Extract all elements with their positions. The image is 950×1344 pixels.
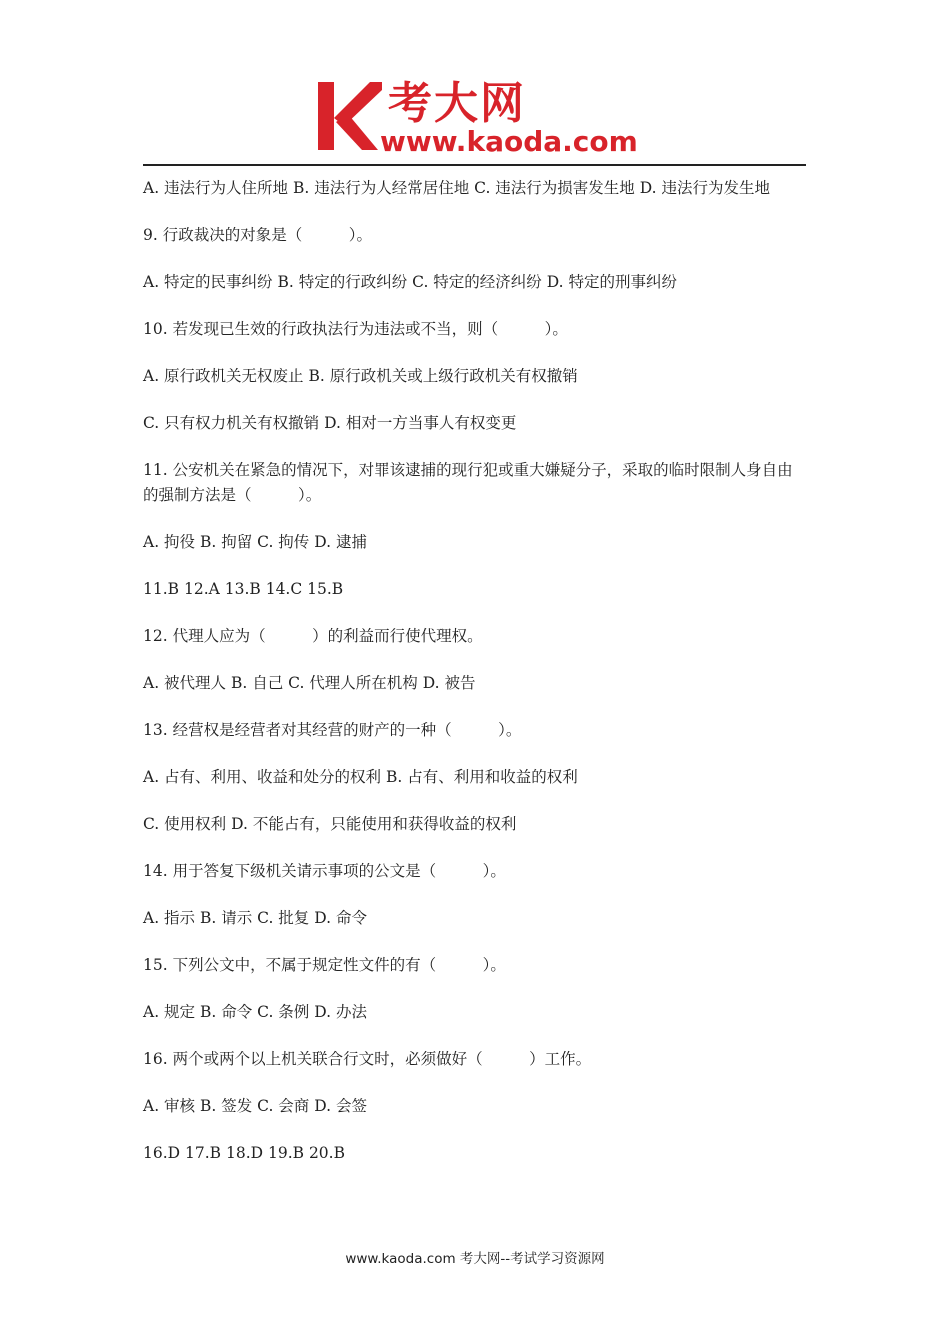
options-line: A. 占有、利用、收益和处分的权利 B. 占有、利用和收益的权利 <box>143 768 578 786</box>
options-line: A. 拘役 B. 拘留 C. 拘传 D. 逮捕 <box>143 533 367 551</box>
answer-key-line: 16.D 17.B 18.D 19.B 20.B <box>143 1144 345 1162</box>
options-line: A. 审核 B. 签发 C. 会商 D. 会签 <box>143 1097 367 1115</box>
page-footer: www.kaoda.com 考大网--考试学习资源网 <box>345 1251 605 1267</box>
options-line: A. 原行政机关无权废止 B. 原行政机关或上级行政机关有权撤销 <box>143 367 578 385</box>
options-line: A. 特定的民事纠纷 B. 特定的行政纠纷 C. 特定的经济纠纷 D. 特定的刑事纠纷 <box>143 273 677 291</box>
question-line: 16. 两个或两个以上机关联合行文时，必须做好（ ）工作。 <box>143 1050 592 1068</box>
options-line: C. 只有权力机关有权撤销 D. 相对一方当事人有权变更 <box>143 414 517 432</box>
question-line: 10. 若发现已生效的行政执法行为违法或不当，则（ ）。 <box>143 320 568 338</box>
options-line: A. 规定 B. 命令 C. 条例 D. 办法 <box>143 1003 367 1021</box>
question-line: 14. 用于答复下级机关请示事项的公文是（ ）。 <box>143 862 506 880</box>
question-line: 15. 下列公文中，不属于规定性文件的有（ ）。 <box>143 956 506 974</box>
logo-k-icon <box>318 82 382 150</box>
question-line: 13. 经营权是经营者对其经营的财产的一种（ ）。 <box>143 721 522 739</box>
options-line: A. 被代理人 B. 自己 C. 代理人所在机构 D. 被告 <box>143 674 476 692</box>
document-body <box>143 176 806 1188</box>
options-line: A. 指示 B. 请示 C. 批复 D. 命令 <box>143 909 367 927</box>
question-line: 12. 代理人应为（ ）的利益而行使代理权。 <box>143 627 483 645</box>
header-divider <box>143 164 806 166</box>
text-line: A. 违法行为人住所地 B. 违法行为人经常居住地 C. 违法行为损害发生地 D. 违法行为发生地 <box>143 179 770 197</box>
question-line: 11. 公安机关在紧急的情况下，对罪该逮捕的现行犯或重大嫌疑分子，采取的临时限制人身自由的强制方法是（ ）。 <box>143 461 793 504</box>
site-logo[interactable] <box>318 78 638 160</box>
question-line: 9. 行政裁决的对象是（ ）。 <box>143 226 372 244</box>
logo-url: www.kaoda.com <box>380 125 638 158</box>
logo-chinese-name: 考大网 <box>388 78 526 129</box>
answer-key-line: 11.B 12.A 13.B 14.C 15.B <box>143 580 344 598</box>
options-line: C. 使用权利 D. 不能占有，只能使用和获得收益的权利 <box>143 815 517 833</box>
